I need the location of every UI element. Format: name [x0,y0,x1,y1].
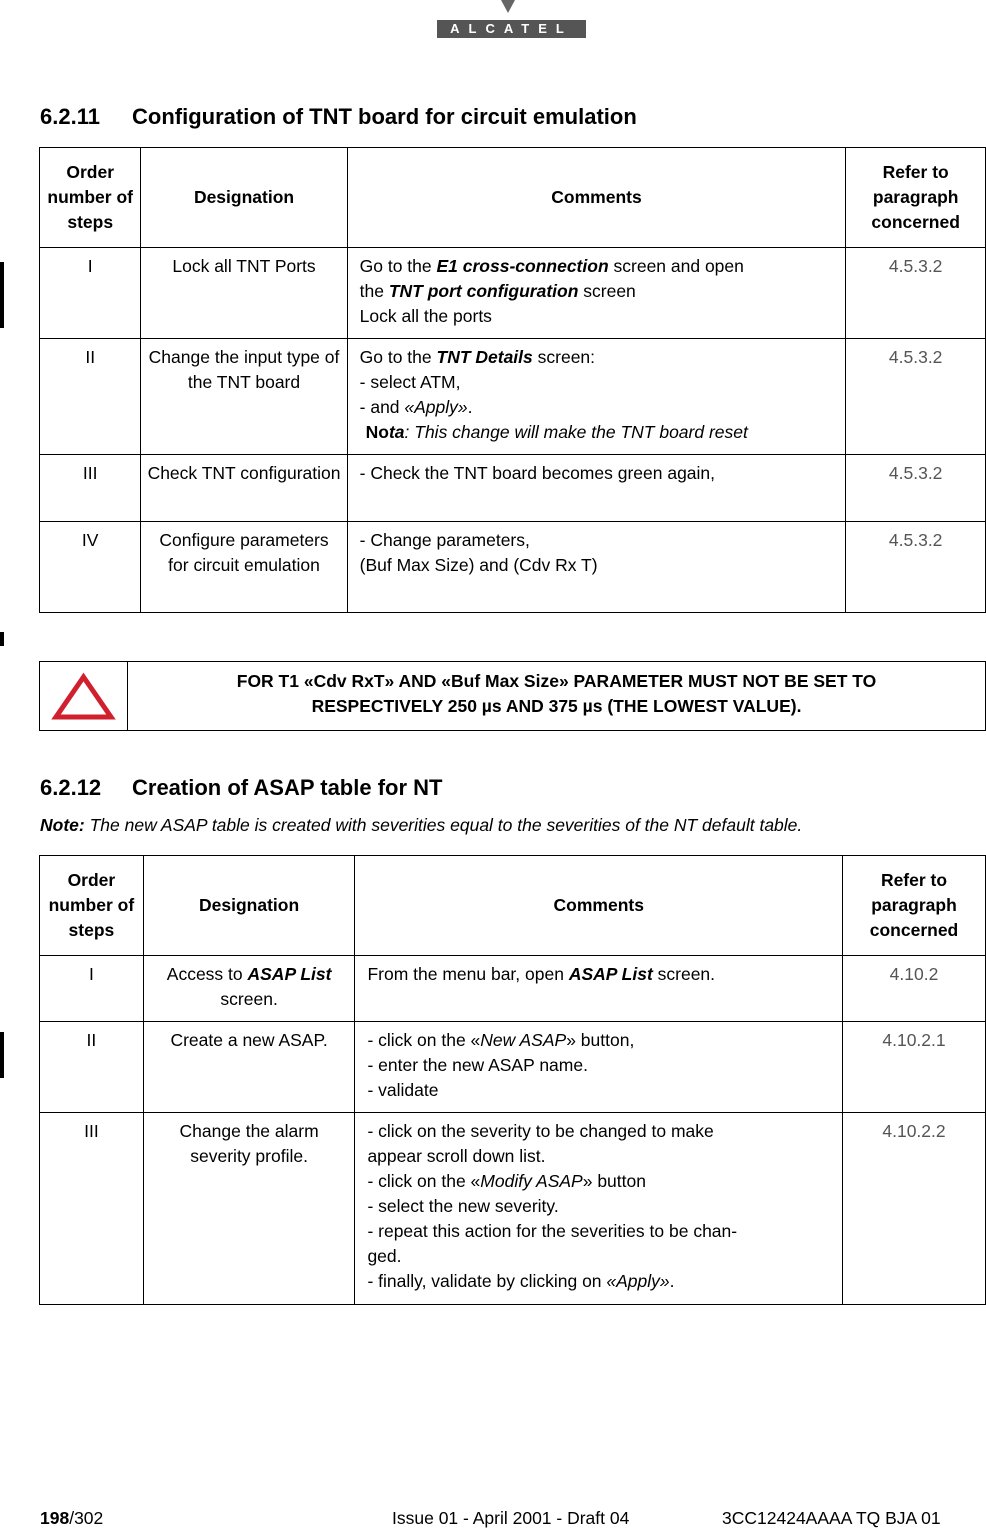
comments: Go to the E1 cross-connection screen and open the TNT port configuration screen Lock all the ports [347,248,846,339]
step-number: II [40,1022,144,1113]
page-number: 198/302 [40,1508,104,1528]
section-number: 6.2.12 [40,775,102,800]
step-number: I [40,956,144,1022]
comments: Go to the TNT Details screen: - select ATM, - and «Apply». Nota: This change will make the TNT board reset [347,339,846,455]
section-heading-6-2-11 [40,104,637,130]
note-text: The new ASAP table is created with severities equal to the severities of the NT default table. [84,815,803,835]
paragraph-ref: 4.5.3.2 [846,248,986,339]
alcatel-logo [437,0,586,40]
table-row [40,248,986,339]
col-header-comments: Comments [347,148,846,248]
table-header-row [40,856,986,956]
step-number: III [40,1113,144,1305]
col-header-order: Order number of steps [40,148,141,248]
step-number: IV [40,522,141,613]
note-label: Note: [40,815,85,835]
table-header-row [40,148,986,248]
paragraph-ref: 4.5.3.2 [846,339,986,455]
table-row [40,956,986,1022]
col-header-designation: Designation [141,148,347,248]
paragraph-ref: 4.5.3.2 [846,522,986,613]
warning-text: FOR T1 «Cdv RxT» AND «Buf Max Size» PARAMETER MUST NOT BE SET TO RESPECTIVELY 250 µs AND 375 µs (THE LOWEST VALUE). [236,671,877,716]
step-number: I [40,248,141,339]
section-title: Configuration of TNT board for circuit emulation [132,104,637,129]
warning-icon-cell [40,662,128,730]
col-header-refer: Refer to paragraph concerned [846,148,986,248]
designation: Configure parameters for circuit emulation [141,522,347,613]
comments: - Check the TNT board becomes green again, [347,455,846,522]
change-bar [0,262,4,328]
section-number: 6.2.11 [40,104,100,129]
document-reference: 3CC12424AAAA TQ BJA 01 [722,1508,941,1528]
logo-triangle-icon [501,0,515,13]
change-bar [0,1032,4,1078]
paragraph-ref: 4.10.2 [843,956,986,1022]
step-number: II [40,339,141,455]
tnt-config-table [39,147,986,613]
table-row [40,455,986,522]
designation: Change the alarm severity profile. [143,1113,355,1305]
comments: From the menu bar, open ASAP List screen. [355,956,843,1022]
comments: - Change parameters, (Buf Max Size) and (Cdv Rx T) [347,522,846,613]
table-row [40,1022,986,1113]
paragraph-ref: 4.5.3.2 [846,455,986,522]
designation: Change the input type of the TNT board [141,339,347,455]
designation: Access to ASAP List screen. [143,956,355,1022]
logo-text: ALCATEL [437,20,586,38]
col-header-comments: Comments [355,856,843,956]
asap-table [39,855,986,1305]
col-header-designation: Designation [143,856,355,956]
change-bar [0,632,4,646]
note [40,815,802,836]
section-title: Creation of ASAP table for NT [132,775,443,800]
table-row [40,339,986,455]
col-header-refer: Refer to paragraph concerned [843,856,986,956]
designation: Create a new ASAP. [143,1022,355,1113]
table-row [40,1113,986,1305]
comments: - click on the severity to be changed to make appear scroll down list. - click on the «Modify ASAP» button - select the new severity. - repeat this action for the severities to be chan- ged. - finally, validate by clicking on «Apply». [355,1113,843,1305]
step-number: III [40,455,141,522]
issue-info: Issue 01 - April 2001 - Draft 04 [392,1508,630,1528]
designation: Check TNT configuration [141,455,347,522]
comments: - click on the «New ASAP» button, - enter the new ASAP name. - validate [355,1022,843,1113]
designation: Lock all TNT Ports [141,248,347,339]
table-row [40,522,986,613]
paragraph-ref: 4.10.2.1 [843,1022,986,1113]
paragraph-ref: 4.10.2.2 [843,1113,986,1305]
section-heading-6-2-12 [40,775,442,801]
warning-triangle-icon [40,662,127,730]
warning-box [39,661,986,731]
col-header-order: Order number of steps [40,856,144,956]
